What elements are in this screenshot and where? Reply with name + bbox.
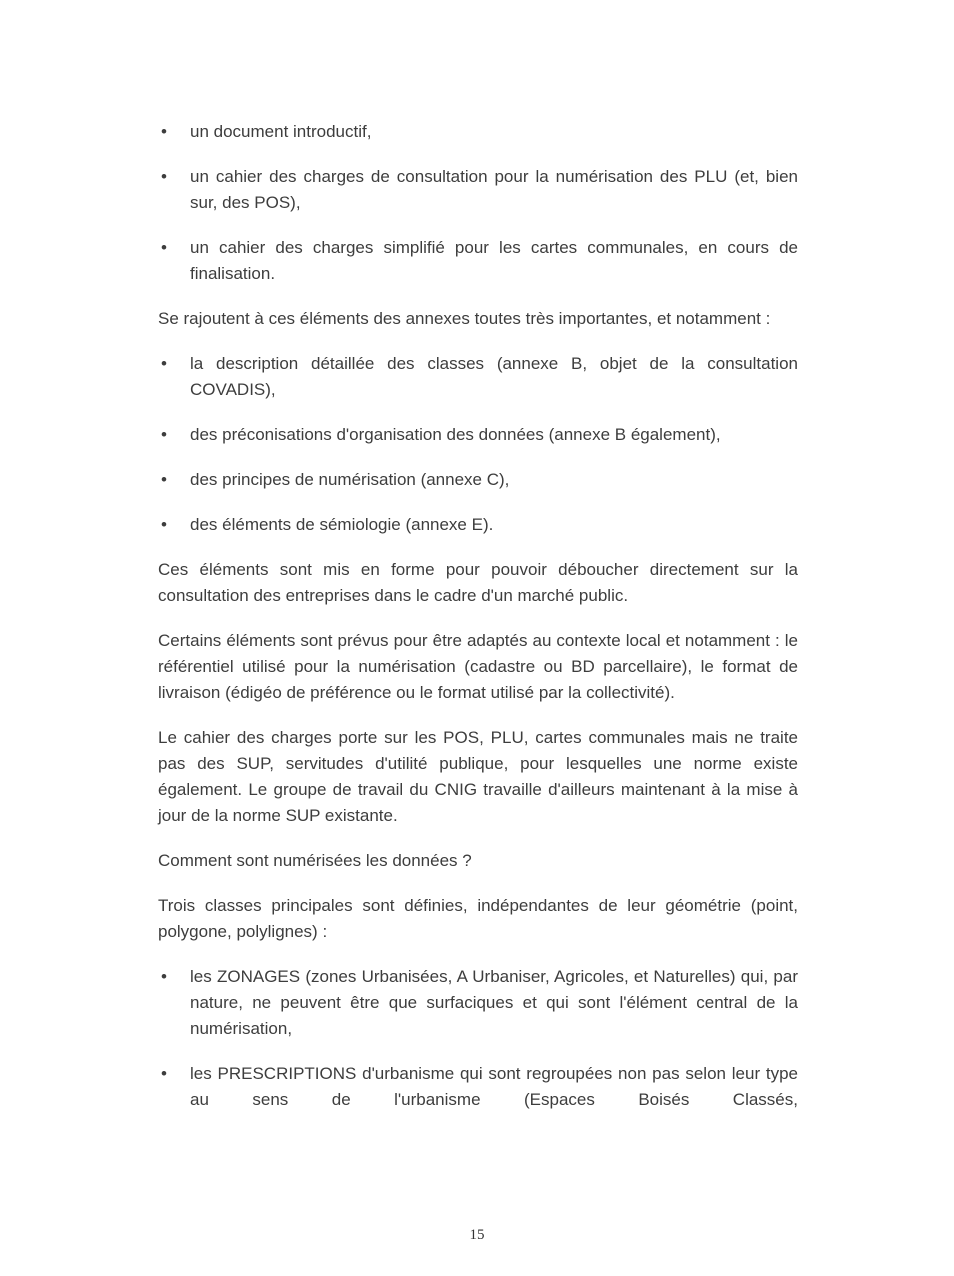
paragraph: Ces éléments sont mis en forme pour pouvoir déboucher directement sur la consultation des entreprises dans le cadre d'un marché public. <box>158 560 798 605</box>
paragraph: Se rajoutent à ces éléments des annexes toutes très importantes, et notamment : <box>158 309 771 328</box>
page-number: 15 <box>469 1227 485 1243</box>
paragraph: Comment sont numérisées les données ? <box>158 851 472 870</box>
list-item: • les PRESCRIPTIONS d'urbanisme qui sont regroupées non pas selon leur type au sens de l'urbanisme (Espaces Boisés Classés, <box>158 1061 798 1113</box>
list-item: • les ZONAGES (zones Urbanisées, A Urbaniser, Agricoles, et Naturelles) qui, par nature, ne peuvent être que surfaciques et qui sont l'élément central de la numérisation, <box>158 964 798 1042</box>
list-item: • des éléments de sémiologie (annexe E). <box>158 512 798 538</box>
list-item: • un document introductif, <box>158 119 798 145</box>
list-item: • des préconisations d'organisation des données (annexe B également), <box>158 422 798 448</box>
list-item: • un cahier des charges simplifié pour les cartes communales, en cours de finalisation. <box>158 235 798 287</box>
list-item: • des principes de numérisation (annexe C), <box>158 467 798 493</box>
paragraph: Certains éléments sont prévus pour être adaptés au contexte local et notamment : le référentiel utilisé pour la numérisation (cadastre ou BD parcellaire), le format de livraison (édigéo de préférence ou le format utilisé par la collectivité). <box>158 631 798 702</box>
document-content <box>158 119 798 1132</box>
paragraph: Trois classes principales sont définies, indépendantes de leur géométrie (point, polygone, polylignes) : <box>158 896 798 941</box>
list-item: • un cahier des charges de consultation pour la numérisation des PLU (et, bien sur, des POS), <box>158 164 798 216</box>
paragraph: Le cahier des charges porte sur les POS, PLU, cartes communales mais ne traite pas des SUP, servitudes d'utilité publique, pour lesquelles une norme existe également. Le groupe de travail du CNIG travaille d'ailleurs maintenant à la mise à jour de la norme SUP existante. <box>158 728 798 825</box>
list-item: • la description détaillée des classes (annexe B, objet de la consultation COVADIS), <box>158 351 798 403</box>
